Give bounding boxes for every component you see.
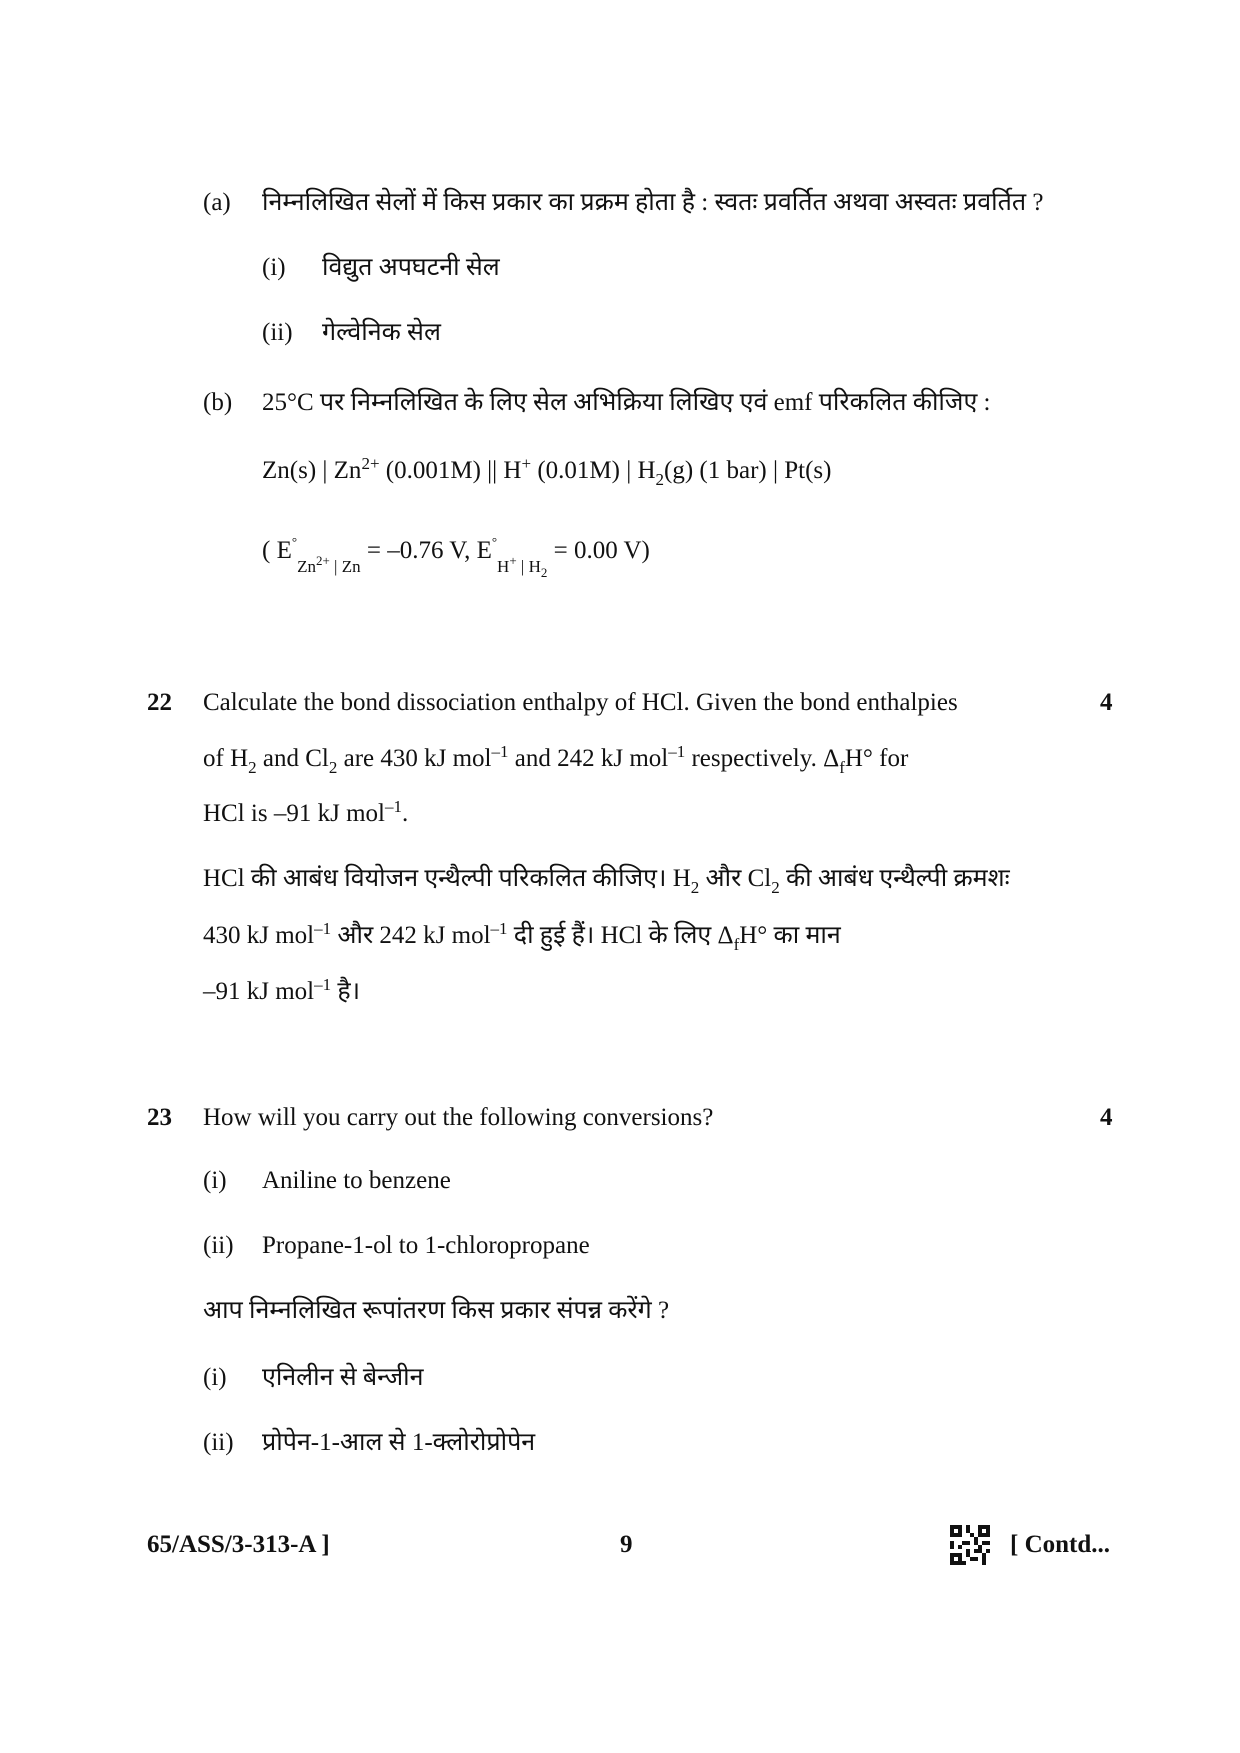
q23-hi-item-label: (ii)	[203, 1429, 234, 1456]
q23-hi-item-label: (i)	[203, 1364, 227, 1391]
q23-number: 23	[147, 1104, 172, 1131]
q23-en-item-label: (ii)	[203, 1232, 234, 1259]
electrode-potentials: ( $E^\circ_{Zn^{2+} | Zn} = -0.76$ V, $E^\circ_{H^+ | H_2} = 0.00$ V)	[262, 534, 650, 580]
q23-marks: 4	[1100, 1104, 1113, 1131]
q22-hi-line2: 430 kJ mol$^{-1}$ और 242 kJ mol$^{-1}$ दी हुई हैं। HCl के लिए $\Delta_fH^\circ$ का मान	[203, 919, 841, 954]
q22-en-line3: HCl is –91 kJ mol$^{-1}$.	[203, 797, 409, 827]
paper-code: 65/ASS/3-313-A ]	[147, 1531, 330, 1558]
page-number: 9	[620, 1531, 633, 1558]
q21a-text: निम्नलिखित सेलों में किस प्रकार का प्रक्रम होता है : स्वतः प्रवर्तित अथवा अस्वतः प्रवर्तित ?	[262, 189, 1044, 216]
q23-en-item-label: (i)	[203, 1167, 227, 1194]
q21a-ii-label: (ii)	[262, 319, 293, 346]
q22-en-line2: of $H_2$ and $Cl_2$ are 430 kJ mol$^{-1}$ and 242 kJ mol$^{-1}$ respectively. $\Delta_fH^\circ$ for	[203, 742, 909, 777]
q22-en-line1: Calculate the bond dissociation enthalpy of HCl. Given the bond enthalpies	[203, 689, 958, 716]
q23-question: How will you carry out the following conversions?	[203, 1104, 714, 1131]
q22-marks: 4	[1100, 689, 1113, 716]
q21a-i-text: विद्युत अपघटनी सेल	[322, 254, 500, 281]
q23-question-hindi: आप निम्नलिखित रूपांतरण किस प्रकार संपन्न करेंगे ?	[203, 1297, 670, 1324]
q21a-ii-text: गेल्वेनिक सेल	[322, 319, 441, 346]
qr-code-icon	[950, 1525, 990, 1565]
continued-label: [ Contd...	[1010, 1531, 1111, 1558]
q21a-i-label: (i)	[262, 254, 286, 281]
cell-notation: Zn(s) | $Zn^{2+}$ (0.001M) || H+ (0.01M) | $H_2(g)$ (1 bar) | Pt(s)	[262, 454, 832, 489]
q22-hi-line1: HCl की आबंध वियोजन एन्थैल्पी परिकलित कीजिए। $H_2$ और $Cl_2$ की आबंध एन्थैल्पी क्रमशः	[203, 865, 1010, 897]
q21b-text: 25°C पर निम्नलिखित के लिए सेल अभिक्रिया लिखिए एवं emf परिकलित कीजिए :	[262, 389, 991, 416]
q21b-label: (b)	[203, 389, 233, 416]
q23-hi-item-text: प्रोपेन-1-आल से 1-क्लोरोप्रोपेन	[262, 1429, 536, 1456]
q21a-label: (a)	[203, 189, 231, 216]
q23-en-item-text: Aniline to benzene	[262, 1167, 451, 1194]
q23-hi-item-text: एनिलीन से बेन्जीन	[262, 1364, 424, 1391]
q22-number: 22	[147, 689, 172, 716]
q22-hi-line3: –91 kJ mol$^{-1}$ है।	[203, 975, 361, 1005]
q23-en-item-text: Propane-1-ol to 1-chloropropane	[262, 1232, 590, 1259]
